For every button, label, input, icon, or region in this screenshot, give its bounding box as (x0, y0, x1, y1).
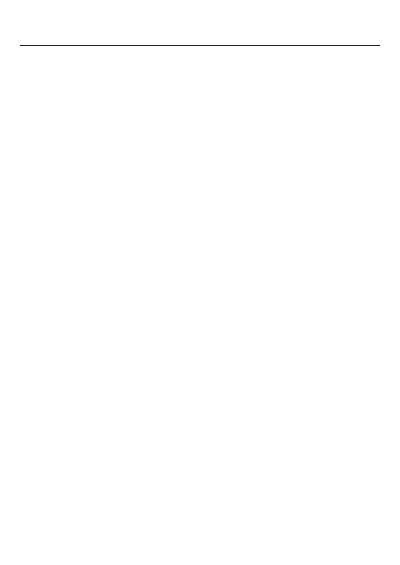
table-of-contents (20, 58, 360, 67)
header-rule (20, 45, 380, 46)
page-header (20, 30, 380, 44)
